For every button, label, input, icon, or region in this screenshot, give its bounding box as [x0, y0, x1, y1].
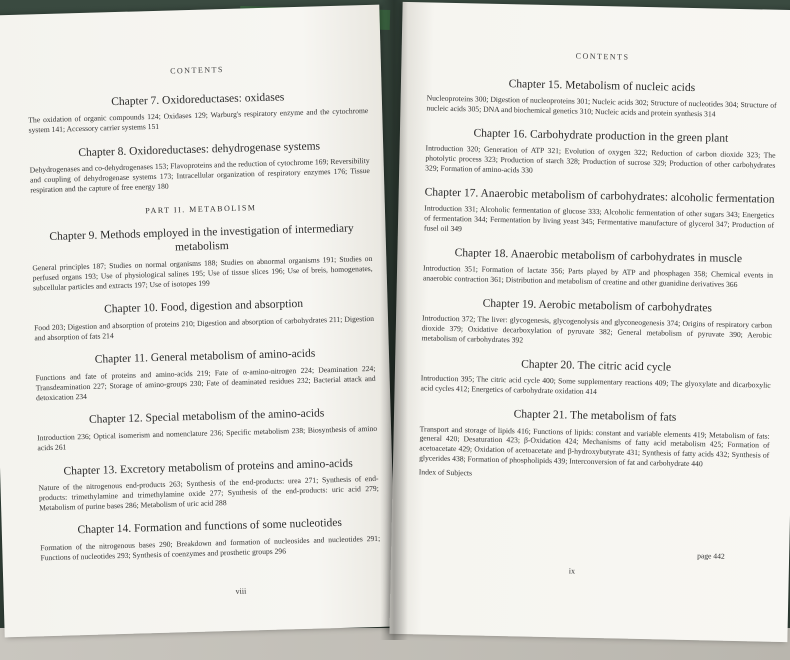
- right-page: [389, 2, 790, 642]
- chapter-title: Chapter 15. Metabolism of nucleic acids: [508, 78, 696, 95]
- chapter-title: Chapter 17. Anaerobic metabolism of carbohydrates: alcoholic fermentation: [424, 186, 775, 206]
- toc-entry-ch16: [425, 126, 776, 181]
- right-page-number: ix: [568, 566, 576, 576]
- chapter-contents: Food 203; Digestion and absorption of proteins 210; Digestion and absorption of carbohydrates 211; Digestion and absorption of fats 214: [33, 313, 375, 343]
- chapter-title: Chapter 13. Excretory metabolism of proteins and amino-acids: [63, 457, 353, 478]
- toc-entry-ch9: [31, 221, 373, 293]
- left-running-head: CONTENTS: [169, 65, 225, 76]
- toc-entry-ch10: [33, 295, 374, 343]
- chapter-contents: Nucleoproteins 300; Digestion of nucleoproteins 301; Nucleic acids 302; Structure of nucleotides 304; Structure of nucleic acids 305; DNA and biochemical genetics 310; Nucleic acids and protein synthesis 314: [426, 93, 777, 119]
- chapter-title: Chapter 9. Methods employed in the investigation of intermediary metabolism: [49, 222, 354, 254]
- index-of-subjects: Index of Subjects: [418, 467, 473, 478]
- toc-entry-ch21: [419, 405, 770, 470]
- chapter-contents: General principles 187; Studies on normal organisms 188; Studies on abnormal organisms 191; Studies on perfused organs 193; Use of physiological salines 195; Use of tissue slices 196; Use of breis, homogenates, subcellular particles and extracts 197; Use of isotopes 199: [32, 253, 373, 292]
- toc-entry-ch12: [37, 405, 378, 453]
- book-spine: [380, 0, 408, 640]
- toc-entry-ch7: [28, 88, 369, 136]
- right-running-head: CONTENTS: [575, 51, 630, 62]
- chapter-title: Chapter 12. Special metabolism of the amino-acids: [88, 407, 325, 427]
- chapter-contents: The oxidation of organic compounds 124; Oxidases 129; Warburg's respiratory enzyme and the cytochrome system 141; Accessory carrier systems 151: [28, 106, 369, 135]
- chapter-contents: Introduction 351; Formation of lactate 356; Parts played by ATP and phosphagen 358; Chemical events in anaerobic contraction 361; Distribution and metabolism of creatine and other guanidine derivatives 366: [422, 263, 774, 290]
- toc-entry-ch14: [40, 515, 381, 563]
- chapter-contents: Functions and fate of proteins and amino-acids 219; Fate of α-amino-nitrogen 224; Deamination 224; Transdeamination 227; Storage of amino-groups 230; Fate of deaminated residues 232; Bacterial attack and detoxication 234: [35, 363, 376, 402]
- chapter-contents: Transport and storage of lipids 416; Functions of lipids: constant and variable elements 419; Metabolism of fats: general 420; Desaturation 423; β-Oxidation 424; Mechanisms of fatty acid metabolism 425; Formation of acetoacetate 429; Oxidation of acetoacetate and β-hydroxybutyrate 431; Synthesis of fatty acids 432; Synthesis of glycerides 438; Formation of phospholipids 439; Interconversion of fat and carbohydrate 440: [419, 423, 770, 469]
- chapter-contents: Dehydrogenases and co-dehydrogenases 153; Flavoproteins and the reduction of cytochrome 169; Reversibility and coupling of dehydrogenase systems 173; Intracellular organization of respiratory enzymes 176; Tissue respiration and the capture of free energy 180: [29, 156, 371, 195]
- chapter-title: Chapter 11. General metabolism of amino-acids: [94, 348, 316, 367]
- toc-entry-ch15: [426, 75, 777, 120]
- chapter-title: Chapter 10. Food, digestion and absorption: [103, 298, 304, 316]
- toc-entry-ch17: [424, 185, 775, 240]
- toc-entry-ch18: [423, 245, 774, 290]
- chapter-title: Chapter 16. Carbohydrate production in the green plant: [473, 127, 729, 145]
- chapter-contents: Introduction 395; The citric acid cycle 400; Some supplementary reactions 409; The glyoxylate and dicarboxylic acid cycles 412; Energetics of carbohydrate oxidation 414: [420, 373, 771, 397]
- toc-entry-ch8: [29, 138, 370, 195]
- chapter-contents: Introduction 372; The liver: glycogenesis, glycogenolysis and glyconeogenesis 374; Origins of respiratory carbon dioxide 379; Oxidative decarboxylation of pyruvate 382; General metabolism of pyruvate 390; Aerobic metabolism of carbohydrates 392: [421, 313, 773, 345]
- chapter-title: Chapter 18. Anaerobic metabolism of carbohydrates in muscle: [454, 247, 743, 266]
- chapter-title: Chapter 14. Formation and functions of some nucleotides: [77, 517, 343, 537]
- chapter-contents: Introduction 331; Alcoholic fermentation of glucose 333; Alcoholic fermentation of other sugars 343; Energetics of fermentation 344; Fermentation by living yeast 345; Fermentative manufacture of glycerol 347; Production of fusel oil 349: [423, 203, 775, 234]
- chapter-title: Chapter 19. Aerobic metabolism of carbohydrates: [482, 297, 713, 315]
- index-page-ref: page 442: [697, 551, 725, 561]
- toc-entry-ch11: [35, 345, 376, 402]
- chapter-title: Chapter 8. Oxidoreductases: dehydrogenase systems: [78, 140, 321, 160]
- toc-entry-ch13: [38, 455, 379, 512]
- left-page: [0, 5, 397, 638]
- chapter-title: Chapter 20. The citric acid cycle: [521, 358, 672, 374]
- chapter-title: Chapter 21. The metabolism of fats: [513, 408, 677, 424]
- toc-entry-ch20: [420, 355, 771, 400]
- part-heading: PART II. METABOLISM: [145, 203, 257, 216]
- chapter-contents: Nature of the nitrogenous end-products 263; Synthesis of the end-products: urea 271; Synthesis of end-products: trimethylamine and trimethylamine oxide 277; Synthesis of the end-products: uric acid 279; Metabolism of purine bases 286; Metabolism of uric acid 288: [38, 473, 379, 512]
- left-page-number: viii: [235, 586, 247, 596]
- chapter-contents: Formation of the nitrogenous bases 290; Breakdown and formation of nucleosides and nucleotides 291; Functions of nucleotides 293; Synthesis of coenzymes and prosthetic groups 296: [40, 533, 381, 563]
- chapter-contents: Introduction 320; Generation of ATP 321; Evolution of oxygen 322; Reduction of carbon dioxide 323; The photolytic process 323; Production of starch 328; Production of sucrose 329; Production of other carbohydrates 329; Formation of amino-acids 330: [425, 143, 776, 175]
- toc-entry-ch19: [422, 295, 773, 350]
- chapter-contents: Introduction 236; Optical isomerism and nomenclature 236; Specific metabolism 238; Biosynthesis of amino acids 261: [37, 423, 378, 453]
- chapter-title: Chapter 7. Oxidoreductases: oxidases: [111, 91, 285, 109]
